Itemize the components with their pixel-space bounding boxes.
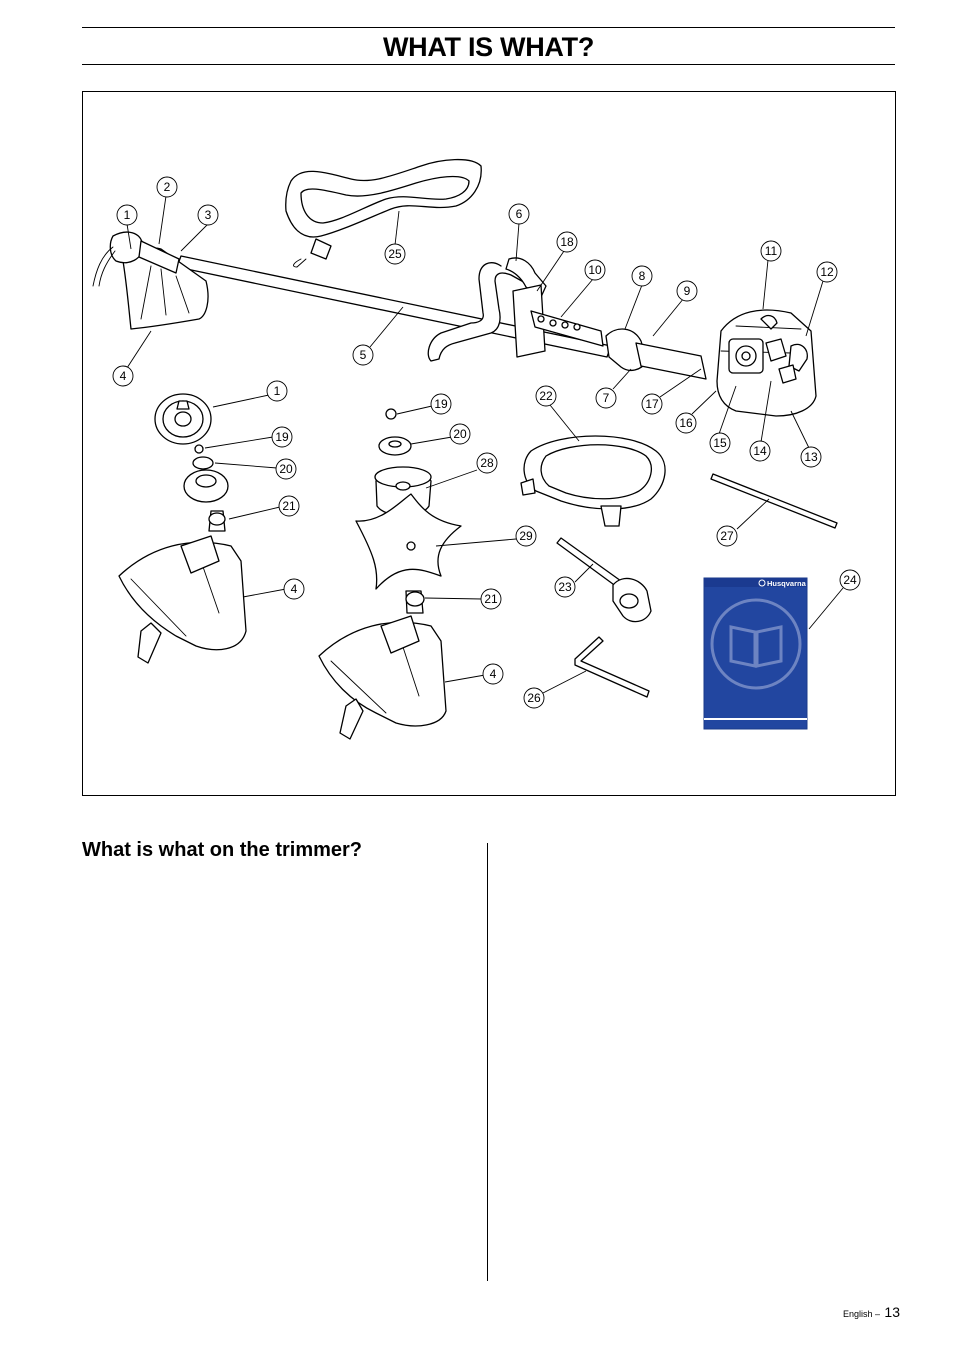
harness	[286, 160, 481, 267]
column-divider	[487, 843, 488, 1281]
callout-27	[717, 526, 737, 546]
page-number: 13	[884, 1304, 900, 1320]
parts-illustration	[82, 91, 896, 796]
callout-19	[272, 427, 292, 447]
callout-4c	[483, 664, 503, 684]
title-rule-top	[82, 27, 895, 28]
svg-text:3: 3	[204, 208, 212, 222]
svg-text:29: 29	[519, 529, 533, 543]
callout-9	[677, 281, 697, 301]
svg-text:12: 12	[820, 265, 834, 279]
callout-5	[353, 345, 373, 365]
callout-26	[524, 688, 544, 708]
callout-2	[157, 177, 177, 197]
callout-23	[555, 577, 575, 597]
callout-25	[385, 244, 405, 264]
callout-1	[117, 205, 137, 225]
callout-6	[509, 204, 529, 224]
svg-text:17: 17	[645, 397, 659, 411]
page-title: WHAT IS WHAT?	[382, 32, 595, 62]
callout-4	[113, 366, 133, 386]
svg-text:1: 1	[123, 208, 131, 222]
callout-15	[710, 433, 730, 453]
svg-text:14: 14	[753, 444, 767, 458]
svg-text:27: 27	[720, 529, 734, 543]
page-footer	[843, 1304, 900, 1322]
svg-text:1: 1	[273, 384, 281, 398]
svg-text:19: 19	[275, 430, 289, 444]
callout-19b	[431, 394, 451, 414]
trimmer-shaft	[177, 256, 611, 357]
callout-8	[632, 266, 652, 286]
svg-text:2: 2	[163, 180, 171, 194]
svg-text:13: 13	[804, 450, 818, 464]
callout-10	[585, 260, 605, 280]
svg-text:16: 16	[679, 416, 693, 430]
callout-14	[750, 441, 770, 461]
svg-text:9: 9	[683, 284, 691, 298]
svg-text:23: 23	[558, 580, 572, 594]
svg-text:11: 11	[764, 244, 778, 258]
callout-17	[642, 394, 662, 414]
title-rule-bottom	[82, 64, 895, 65]
footer-language: English –	[842, 1309, 880, 1319]
svg-text:22: 22	[539, 389, 553, 403]
svg-text:20: 20	[453, 427, 467, 441]
svg-text:10: 10	[588, 263, 602, 277]
allen-key	[575, 637, 649, 697]
svg-text:6: 6	[515, 207, 523, 221]
callout-13	[801, 447, 821, 467]
svg-text:15: 15	[713, 436, 727, 450]
callout-29	[516, 526, 536, 546]
throttle-handle	[606, 329, 706, 379]
svg-text:8: 8	[638, 269, 646, 283]
callout-11	[761, 241, 781, 261]
engine-unit	[717, 310, 816, 416]
svg-text:24: 24	[843, 573, 857, 587]
svg-text:5: 5	[359, 348, 367, 362]
svg-text:18: 18	[560, 235, 574, 249]
callout-4b	[284, 579, 304, 599]
svg-text:19: 19	[434, 397, 448, 411]
callout-22	[536, 386, 556, 406]
parts-drawing	[83, 92, 897, 797]
callout-21	[279, 496, 299, 516]
svg-text:4: 4	[489, 667, 497, 681]
svg-text:28: 28	[480, 456, 494, 470]
svg-text:21: 21	[282, 499, 296, 513]
callout-28	[477, 453, 497, 473]
callout-21b	[481, 589, 501, 609]
operators-manual	[704, 578, 807, 729]
callout-16	[676, 413, 696, 433]
svg-text:26: 26	[527, 691, 541, 705]
callout-3	[198, 205, 218, 225]
callout-24	[840, 570, 860, 590]
callout-12	[817, 262, 837, 282]
svg-text:25: 25	[388, 247, 402, 261]
trimmer-head-assembly	[119, 394, 246, 663]
svg-text:20: 20	[279, 462, 293, 476]
svg-text:7: 7	[602, 391, 610, 405]
callout-18	[557, 232, 577, 252]
callout-20b	[450, 424, 470, 444]
blade-assembly	[319, 409, 461, 739]
transport-guard	[521, 436, 665, 526]
svg-text:21: 21	[484, 592, 498, 606]
manual-cover-brand	[759, 579, 807, 588]
section-heading: What is what on the trimmer?	[82, 839, 363, 861]
trimmer-guard	[93, 232, 208, 329]
callout-20	[276, 459, 296, 479]
callout-7	[596, 388, 616, 408]
svg-text:4: 4	[290, 582, 298, 596]
svg-text:4: 4	[119, 369, 127, 383]
svg-text:Husqvarna: Husqvarna	[767, 579, 806, 588]
aligning-pin	[711, 474, 837, 528]
callout-1b	[267, 381, 287, 401]
